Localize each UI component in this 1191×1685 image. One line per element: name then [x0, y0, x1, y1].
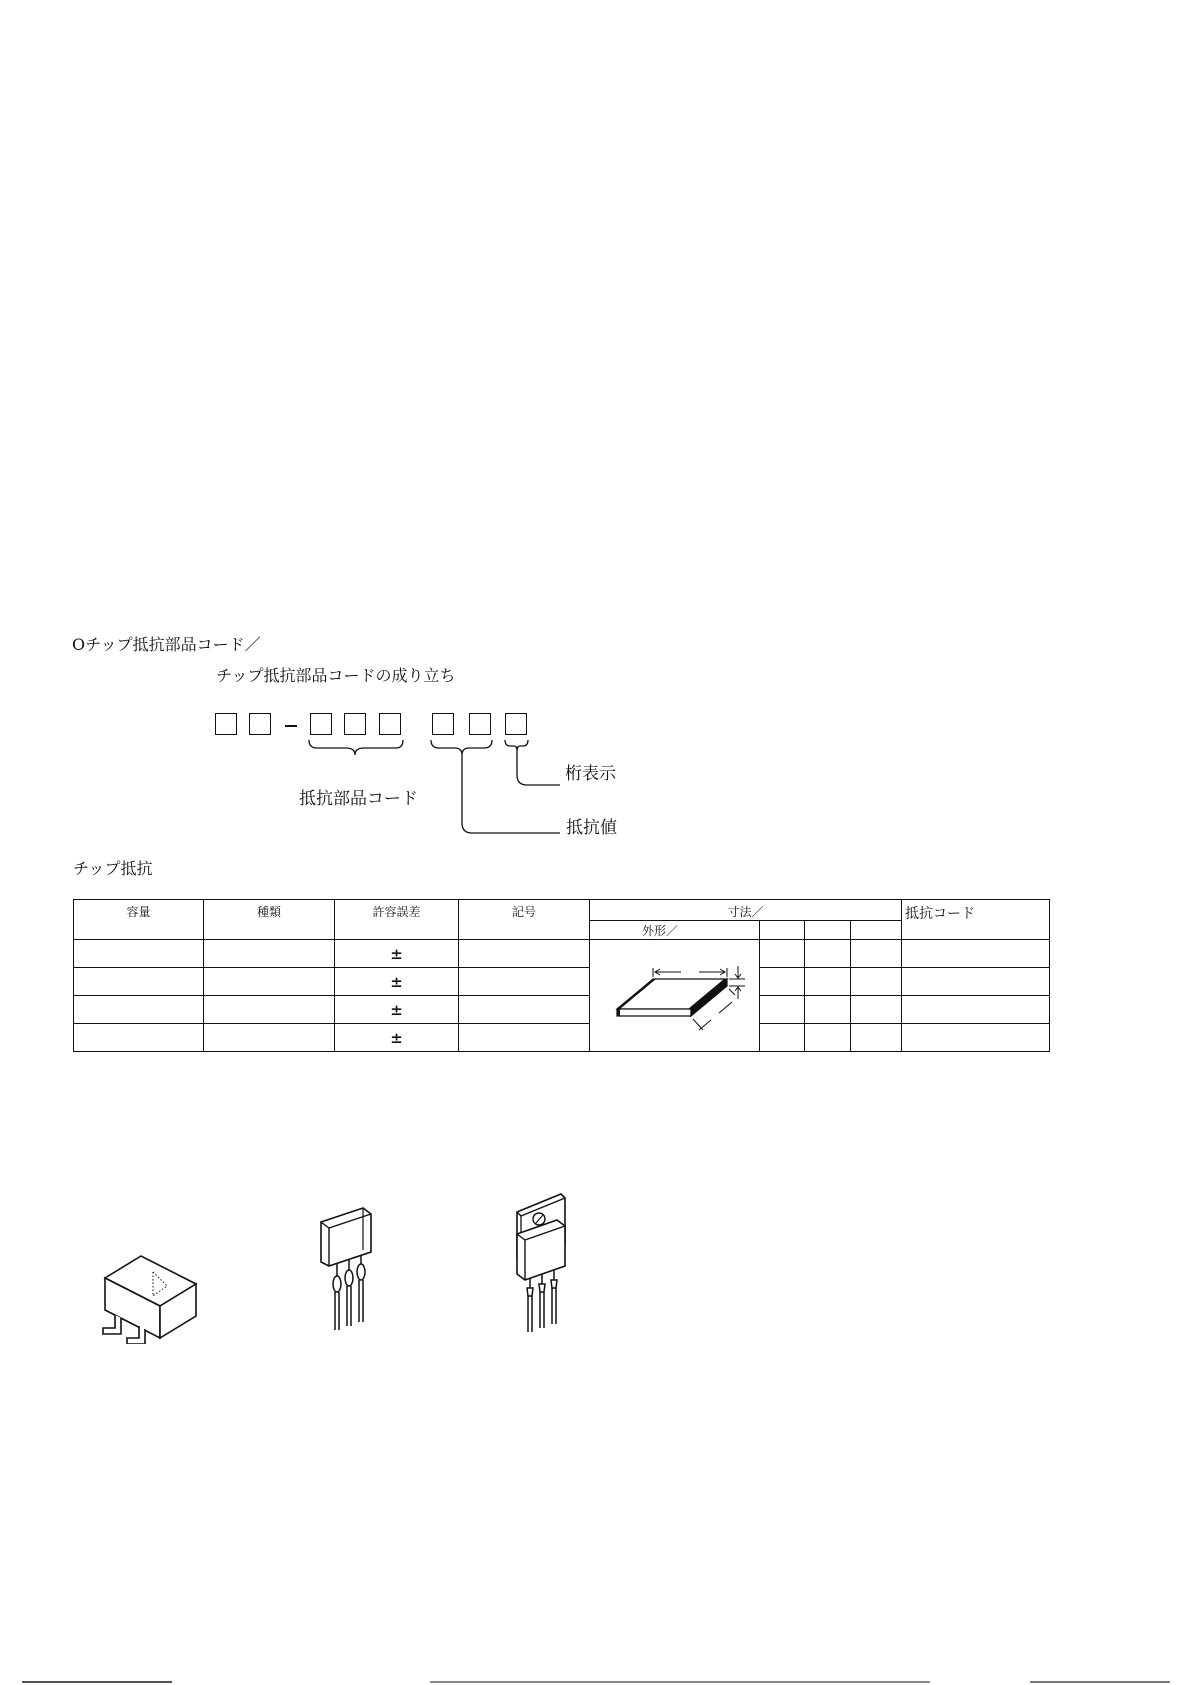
table-row	[74, 940, 1050, 968]
header-symbol: 記号	[459, 900, 590, 940]
label-digit-indicator: 桁表示	[565, 764, 616, 784]
tolerance-sign: ±	[390, 972, 403, 991]
tolerance-sign: ±	[390, 1000, 403, 1019]
header-dim-a	[760, 921, 805, 940]
label-resistor-part-code: 抵抗部品コード	[299, 789, 418, 809]
table-row	[74, 968, 1050, 996]
header-type: 種類	[204, 900, 335, 940]
table-row	[74, 996, 1050, 1024]
header-resistor-code: 抵抗コード	[902, 900, 1050, 940]
chip-resistor-spec-table	[73, 899, 1050, 1052]
to220-transistor-icon	[513, 1192, 571, 1334]
tolerance-sign: ±	[390, 944, 403, 963]
scan-artifact-line	[22, 1681, 172, 1683]
section-title-chip-resistor: チップ抵抗	[73, 859, 153, 878]
table-row	[74, 1024, 1050, 1052]
section-subtitle-code-structure: チップ抵抗部品コードの成り立ち	[216, 666, 456, 685]
header-outline: 外形／	[590, 921, 760, 940]
section-title-chip-resistor-code: Oチップ抵抗部品コード／	[72, 635, 261, 654]
chip-resistor-icon	[595, 944, 755, 1044]
tolerance-sign: ±	[390, 1028, 403, 1047]
scan-artifact-line	[1030, 1681, 1170, 1683]
header-capacity: 容量	[74, 900, 204, 940]
header-dim-c	[851, 921, 902, 940]
chip-resistor-outline-cell	[590, 940, 760, 1052]
header-tolerance: 許容誤差	[335, 900, 459, 940]
scan-artifact-line	[430, 1681, 930, 1683]
header-dimensions: 寸法／	[590, 900, 902, 921]
to92-transistor-icon	[318, 1204, 386, 1332]
label-resistance-value: 抵抗値	[566, 818, 617, 838]
header-dim-b	[805, 921, 851, 940]
sot23-chip-icon	[95, 1248, 205, 1344]
